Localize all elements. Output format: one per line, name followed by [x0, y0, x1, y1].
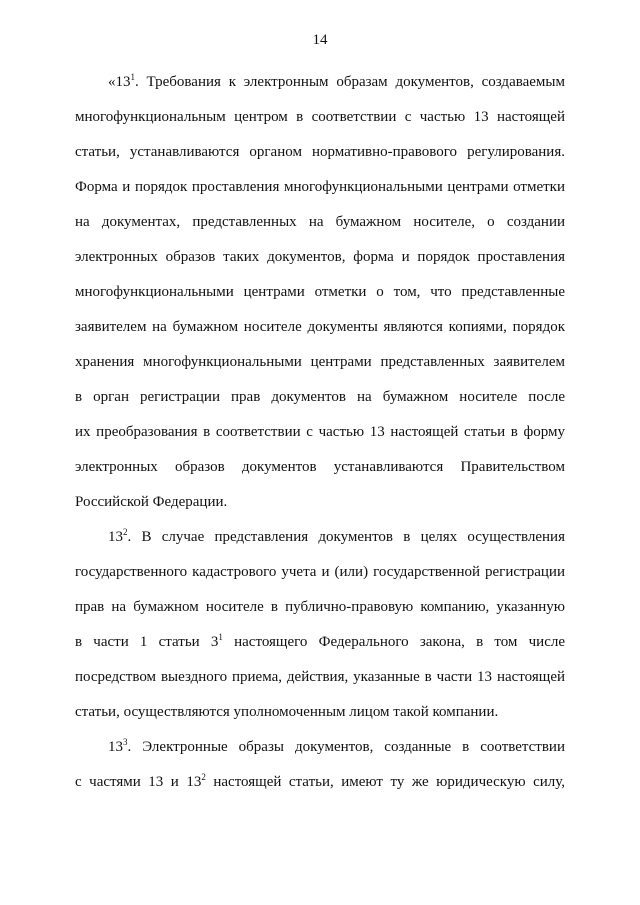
line-text-pre: «13 [108, 74, 131, 90]
paragraph-line: в орган регистрации прав документов на бумажном носителе после [75, 389, 565, 405]
superscript: 1 [218, 632, 223, 642]
paragraph-line [108, 737, 565, 757]
paragraph-line [108, 527, 565, 547]
paragraph-line: хранения многофункциональными центрами представленных заявителем [75, 354, 565, 370]
paragraph-line: Российской Федерации. [75, 494, 228, 510]
paragraph-line: заявителем на бумажном носителе документы являются копиями, порядок [75, 319, 565, 335]
line-text-post: . В случае представления документов в целях осуществления [127, 529, 565, 545]
line-text-post: . Электронные образы документов, созданные в соответствии [127, 739, 565, 755]
superscript: 2 [123, 527, 128, 537]
paragraph-line: многофункциональными центрами отметки о том, что представленные [75, 284, 565, 300]
line-text-post: . Требования к электронным образам документов, создаваемым [135, 74, 565, 90]
paragraph-line: посредством выездного приема, действия, указанные в части 13 настоящей [75, 669, 565, 685]
line-text-pre: 13 [108, 529, 123, 545]
superscript: 2 [201, 772, 206, 782]
paragraph-line: статьи, осуществляются уполномоченным лицом такой компании. [75, 704, 499, 720]
paragraph-line: на документах, представленных на бумажном носителе, о создании [75, 214, 565, 230]
paragraph-line [75, 632, 565, 652]
paragraph-line: статьи, устанавливаются органом нормативно-правового регулирования. [75, 144, 565, 160]
paragraph-line: Форма и порядок проставления многофункциональными центрами отметки [75, 179, 565, 195]
paragraph-line: многофункциональным центром в соответствии с частью 13 настоящей [75, 109, 565, 125]
line-text-post: настоящего Федерального закона, в том числе [222, 634, 565, 650]
line-text-post: настоящей статьи, имеют ту же юридическую силу, [205, 774, 565, 790]
paragraph-line: прав на бумажном носителе в публично-правовую компанию, указанную [75, 599, 565, 615]
superscript: 1 [130, 72, 135, 82]
line-text-pre: 13 [108, 739, 123, 755]
paragraph-line [108, 72, 565, 92]
paragraph-line: их преобразования в соответствии с частью 13 настоящей статьи в форму [75, 424, 565, 440]
page-number: 14 [312, 32, 328, 48]
paragraph-line: электронных образов документов устанавливаются Правительством [75, 459, 565, 475]
paragraph-line: государственного кадастрового учета и (или) государственной регистрации [75, 564, 565, 580]
paragraph-line [75, 772, 565, 792]
line-text-pre: в части 1 статьи 3 [75, 634, 219, 650]
superscript: 3 [123, 737, 128, 747]
line-text-pre: с частями 13 и 13 [75, 774, 202, 790]
paragraph-line: электронных образов таких документов, форма и порядок проставления [75, 249, 565, 265]
